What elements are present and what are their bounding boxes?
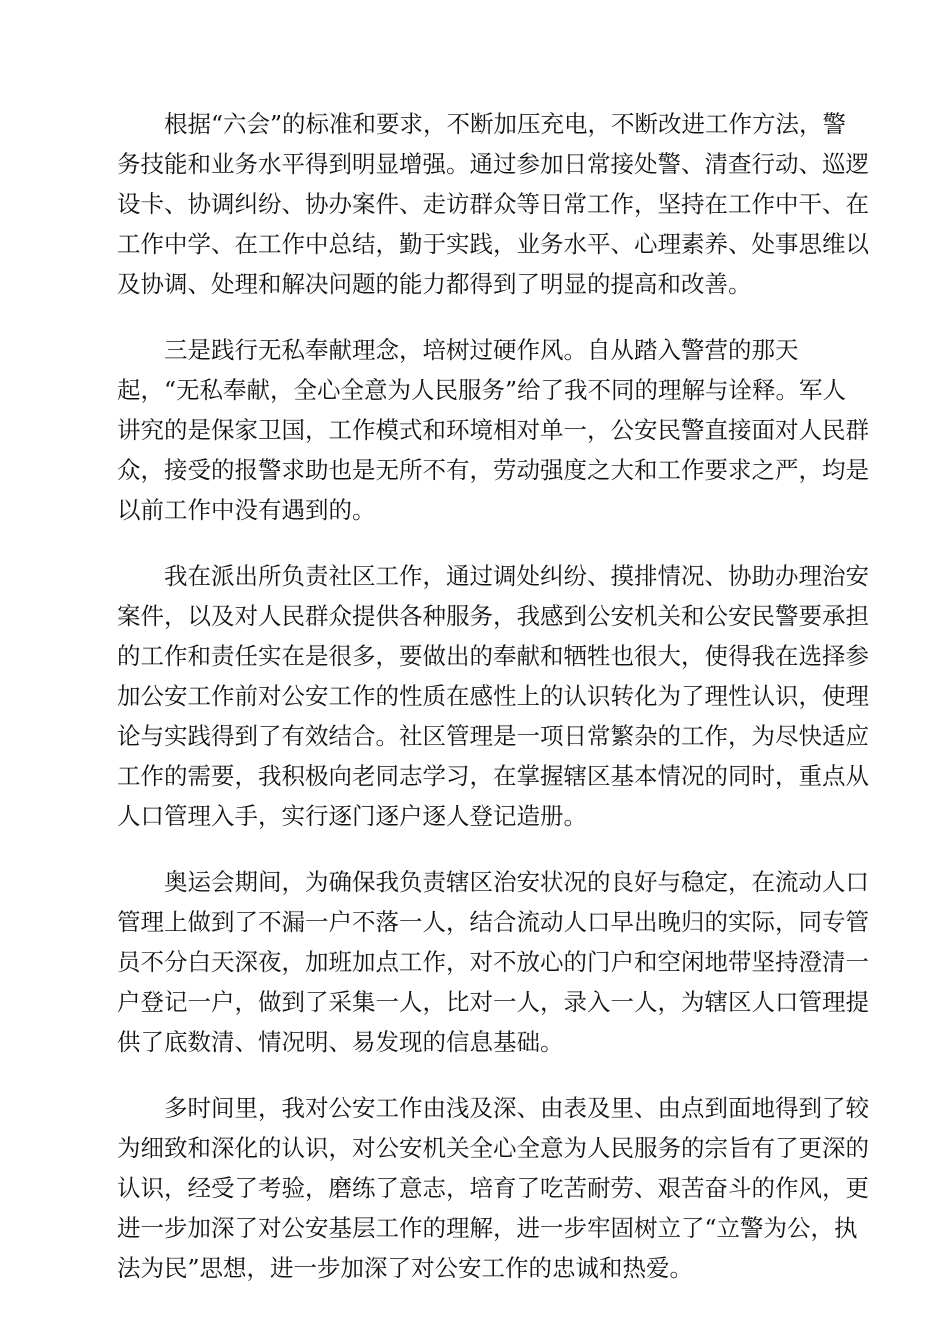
paragraph-line: 讲究的是保家卫国，工作模式和环境相对单一，公安民警直接面对人民群	[117, 416, 869, 444]
paragraph-4	[117, 862, 869, 1062]
paragraph-line: 三是践行无私奉献理念，培树过硬作风。自从踏入警营的那天	[164, 336, 799, 364]
paragraph-line: 进一步加深了对公安基层工作的理解，进一步牢固树立了“立警为公，执	[117, 1214, 858, 1242]
paragraph-gap	[117, 836, 833, 862]
paragraph-line: 人口管理入手，实行逐门逐户逐人登记造册。	[117, 802, 587, 830]
paragraph-3	[117, 556, 869, 836]
paragraph-line: 以前工作中没有遇到的。	[117, 496, 376, 524]
paragraph-line: 多时间里，我对公安工作由浅及深、由表及里、由点到面地得到了较	[164, 1094, 869, 1122]
paragraph-line: 奥运会期间，为确保我负责辖区治安状况的良好与稳定，在流动人口	[164, 868, 869, 896]
paragraph-gap	[117, 304, 833, 330]
paragraph-gap	[117, 530, 833, 556]
paragraph-line: 及协调、处理和解决问题的能力都得到了明显的提高和改善。	[117, 270, 752, 298]
paragraph-line: 工作中学、在工作中总结，勤于实践，业务水平、心理素养、处事思维以	[117, 230, 869, 258]
paragraph-line: 管理上做到了不漏一户不落一人，结合流动人口早出晚归的实际，同专管	[117, 908, 869, 936]
paragraph-line: 论与实践得到了有效结合。社区管理是一项日常繁杂的工作，为尽快适应	[117, 722, 869, 750]
paragraph-5	[117, 1088, 869, 1288]
paragraph-line: 我在派出所负责社区工作，通过调处纠纷、摸排情况、协助办理治安	[164, 562, 869, 590]
paragraph-line: 起，“无私奉献，全心全意为人民服务”给了我不同的理解与诠释。军人	[117, 376, 847, 404]
paragraph-line: 务技能和业务水平得到明显增强。通过参加日常接处警、清查行动、巡逻	[117, 150, 869, 178]
paragraph-line: 加公安工作前对公安工作的性质在感性上的认识转化为了理性认识，使理	[117, 682, 869, 710]
paragraph-line: 工作的需要，我积极向老同志学习，在掌握辖区基本情况的同时，重点从	[117, 762, 869, 790]
paragraph-line: 为细致和深化的认识，对公安机关全心全意为人民服务的宗旨有了更深的	[117, 1134, 869, 1162]
paragraph-line: 户登记一户，做到了采集一人，比对一人，录入一人，为辖区人口管理提	[117, 988, 869, 1016]
paragraph-2	[117, 330, 869, 530]
paragraph-line: 根据“六会”的标准和要求，不断加压充电，不断改进工作方法，警	[164, 110, 847, 138]
document-page	[117, 104, 869, 1288]
paragraph-line: 供了底数清、情况明、易发现的信息基础。	[117, 1028, 564, 1056]
paragraph-gap	[117, 1062, 833, 1088]
paragraph-line: 设卡、协调纠纷、协办案件、走访群众等日常工作，坚持在工作中干、在	[117, 190, 869, 218]
paragraph-line: 众，接受的报警求助也是无所不有，劳动强度之大和工作要求之严，均是	[117, 456, 869, 484]
paragraph-line: 认识，经受了考验，磨练了意志，培育了吃苦耐劳、艰苦奋斗的作风，更	[117, 1174, 869, 1202]
paragraph-line: 案件，以及对人民群众提供各种服务，我感到公安机关和公安民警要承担	[117, 602, 869, 630]
paragraph-1	[117, 104, 869, 304]
paragraph-line: 的工作和责任实在是很多，要做出的奉献和牺牲也很大，使得我在选择参	[117, 642, 869, 670]
paragraph-line: 员不分白天深夜，加班加点工作，对不放心的门户和空闲地带坚持澄清一	[117, 948, 869, 976]
paragraph-line: 法为民”思想，进一步加深了对公安工作的忠诚和热爱。	[117, 1254, 694, 1282]
